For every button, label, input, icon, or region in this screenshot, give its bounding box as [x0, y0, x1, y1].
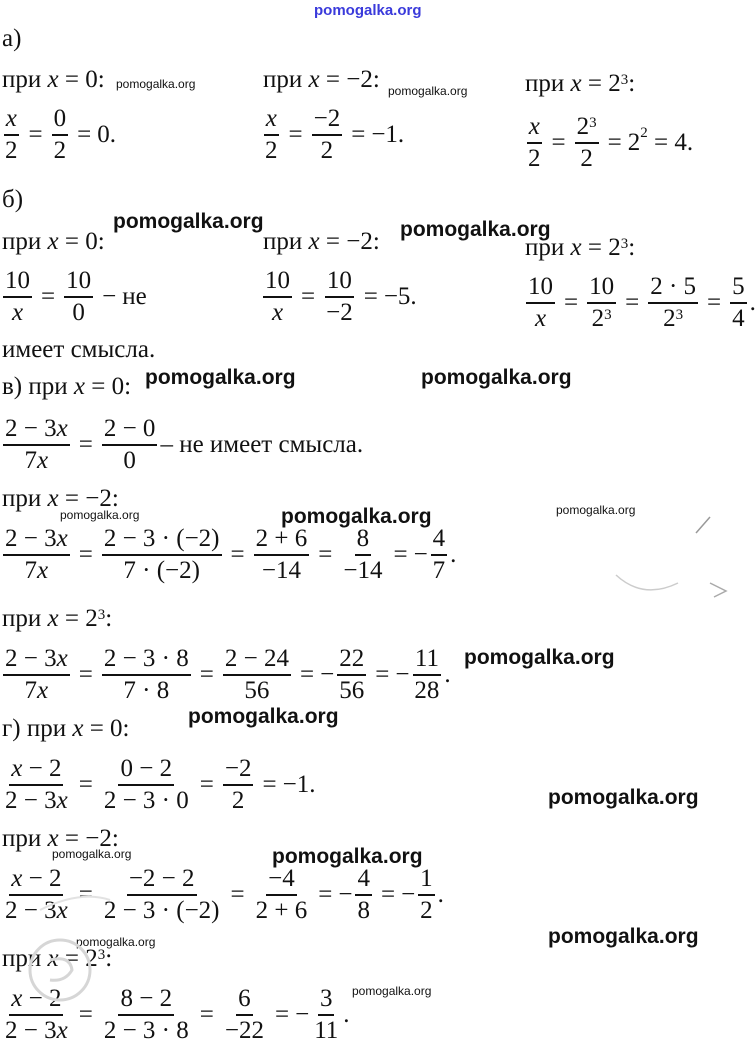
watermark[interactable]: pomogalka.org — [400, 218, 551, 241]
watermark[interactable]: pomogalka.org — [388, 84, 468, 98]
watermark[interactable]: pomogalka.org — [188, 705, 339, 728]
a-col1-heading: при x = 0: — [2, 66, 105, 93]
faint-stamp-icon — [10, 870, 130, 1020]
section-b-label: б) — [2, 186, 24, 213]
watermark[interactable]: pomogalka.org — [76, 935, 156, 949]
v-equation-1: $\frac{2 - 3x}{7x}$ = $\frac{2 - 0}{0}$ – не имеет смысла. — [5, 415, 364, 474]
b-col1-tail: имеет смысла. — [2, 336, 156, 363]
watermark[interactable]: pomogalka.org — [548, 786, 699, 809]
b-col2-heading: при x = −2: — [263, 228, 380, 255]
v-heading-3: при $x = 2^3$: — [2, 605, 113, 632]
a-col3-equation: $\frac{x}{2}$ = $\frac{2^3}{2}$ = $2^2 = 4$. — [528, 113, 694, 172]
watermark[interactable]: pomogalka.org — [52, 847, 132, 861]
g-heading-1: г) при x = 0: — [2, 715, 130, 742]
watermark[interactable]: pomogalka.org — [145, 366, 296, 389]
watermark[interactable]: pomogalka.org — [556, 503, 636, 517]
b-col3-equation: $\frac{10}{x}$ = $\frac{10}{2^3}$ = $\frac{2 \cdot 5}{2^3}$ = $\frac{5}{4}$ . — [528, 273, 756, 332]
b-col1-equation: $\frac{10}{x}$ = $\frac{10}{0}$ − не — [5, 267, 147, 326]
watermark[interactable]: pomogalka.org — [464, 646, 615, 669]
b-col1-heading: при x = 0: — [2, 228, 105, 255]
watermark[interactable]: pomogalka.org — [116, 77, 196, 91]
g-heading-3: при $x = 2^3$: — [2, 945, 113, 972]
watermark-top[interactable]: pomogalka.org — [314, 2, 422, 19]
watermark[interactable]: pomogalka.org — [281, 505, 432, 528]
section-a-label: а) — [2, 25, 22, 52]
a-col2-heading: при x = −2: — [263, 66, 380, 93]
a-col2-equation: $\frac{x}{2}$ = $\frac{-2}{2}$ = −1. — [265, 105, 405, 164]
v-heading-2: при x = −2: — [2, 485, 119, 512]
a-col3-heading: при $x = 2^3$: — [525, 70, 636, 97]
decorative-scribble-icon — [598, 505, 738, 605]
b-col2-equation: $\frac{10}{x}$ = $\frac{10}{-2}$ = −5. — [265, 267, 417, 326]
g-heading-2: при x = −2: — [2, 825, 119, 852]
watermark[interactable]: pomogalka.org — [352, 984, 432, 998]
watermark[interactable]: pomogalka.org — [60, 508, 140, 522]
g-equation-3: $\frac{x - 2}{2 - 3x}$ = $\frac{8 - 2}{2 - 3 \cdot 8}$ = $\frac{6}{-22}$ = − $\frac{3}{11}$ . — [5, 985, 350, 1044]
b-col3-heading: при $x = 2^3$: — [525, 234, 636, 261]
watermark[interactable]: pomogalka.org — [421, 366, 572, 389]
watermark[interactable]: pomogalka.org — [113, 210, 264, 233]
watermark[interactable]: pomogalka.org — [272, 845, 423, 868]
v-equation-2: $\frac{2 - 3x}{7x}$ = $\frac{2 - 3 \cdot (-2)}{7 \cdot (-2)}$ = $\frac{2 + 6}{-14}$ = $\frac{8}{-14}$ = − $\frac{4}{7}$ . — [5, 525, 457, 584]
g-equation-2: $\frac{x - 2}{2 - 3x}$ = $\frac{-2 - 2}{2 - 3 \cdot (-2)}$ = $\frac{-4}{2 + 6}$ = − $\frac{4}{8}$ = − $\frac{1}{2}$ . — [5, 865, 444, 924]
v-heading-1: в) при x = 0: — [2, 373, 132, 400]
a-col1-equation: $\frac{x}{2}$ = $\frac{0}{2}$ = 0. — [5, 105, 116, 164]
watermark[interactable]: pomogalka.org — [548, 925, 699, 948]
v-equation-3: $\frac{2 - 3x}{7x}$ = $\frac{2 - 3 \cdot 8}{7 \cdot 8}$ = $\frac{2 - 24}{56}$ = − $\frac{22}{56}$ = − $\frac{11}{28}$ . — [5, 645, 451, 704]
g-equation-1: $\frac{x - 2}{2 - 3x}$ = $\frac{0 - 2}{2 - 3 \cdot 0}$ = $\frac{-2}{2}$ = −1. — [5, 755, 316, 814]
